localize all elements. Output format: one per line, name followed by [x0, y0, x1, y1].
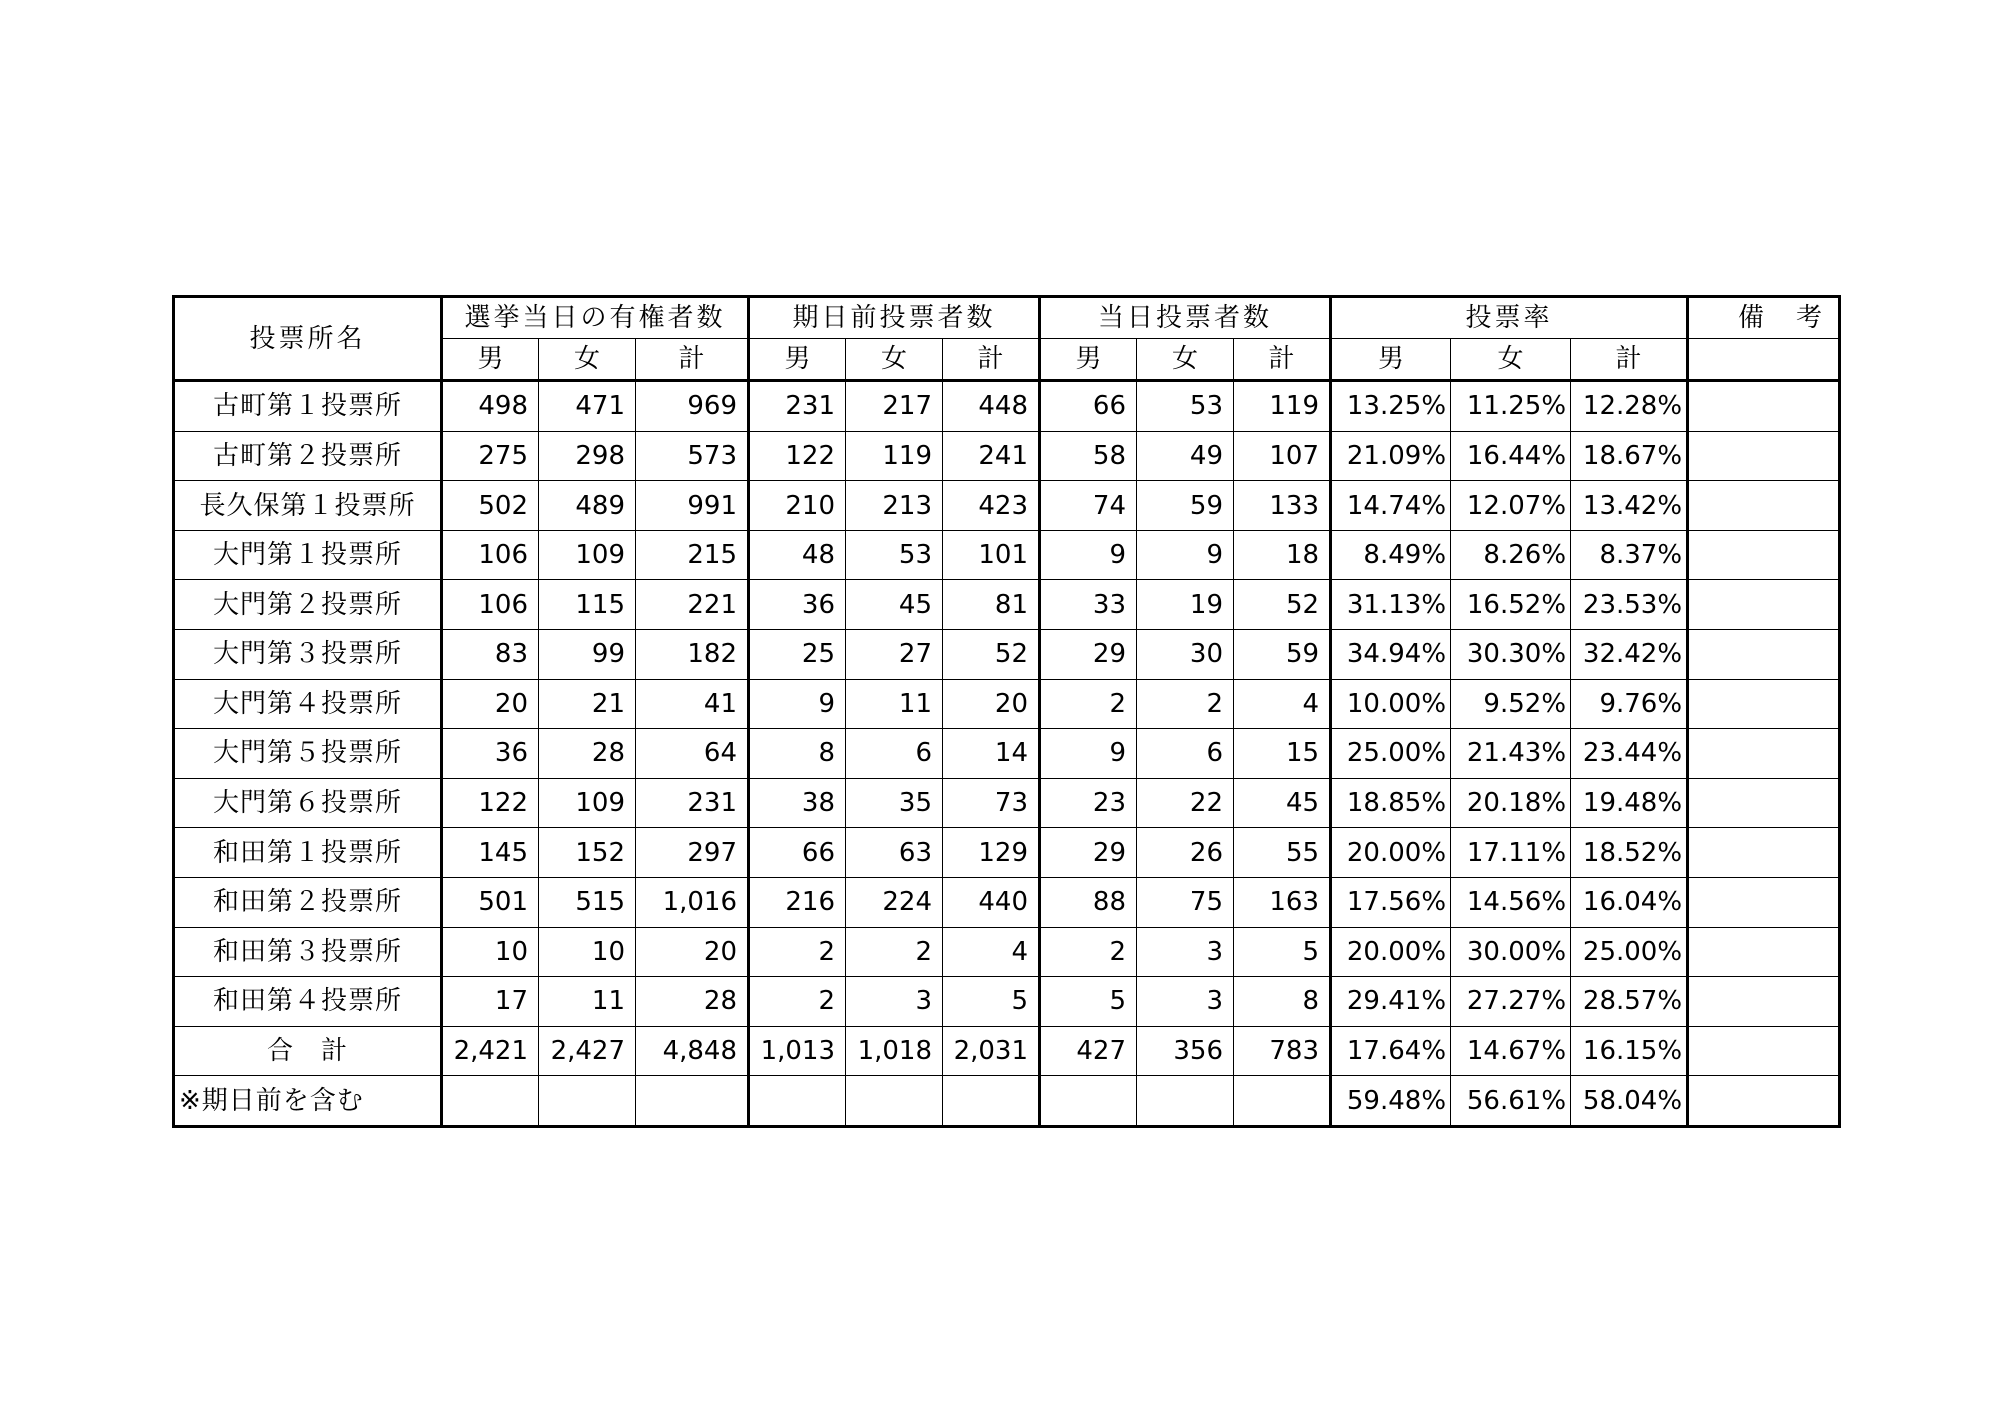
cell-day-f: 49: [1137, 431, 1234, 481]
cell-rate-m: 14.74%: [1331, 481, 1451, 531]
cell-reg-f: 99: [539, 629, 636, 679]
table-row: [174, 927, 1840, 977]
cell-early-f: 27: [846, 629, 943, 679]
table-row: [174, 977, 1840, 1027]
cell-day-f: 30: [1137, 629, 1234, 679]
cell-day-m: 9: [1040, 729, 1137, 779]
cell-day-f: 3: [1137, 977, 1234, 1027]
cell-day-m: 66: [1040, 381, 1137, 432]
cell-reg-m: 17: [442, 977, 539, 1027]
cell-rate-m: 18.85%: [1331, 778, 1451, 828]
cell-early-f: 1,018: [846, 1026, 943, 1076]
cell-day-t: 133: [1234, 481, 1331, 531]
station-name: 古町第２投票所: [174, 431, 442, 481]
cell-rate-f: 14.67%: [1451, 1026, 1571, 1076]
cell-reg-m: 122: [442, 778, 539, 828]
header-early: 期日前投票者数: [749, 297, 1040, 339]
cell-day-m: 5: [1040, 977, 1137, 1027]
cell-reg-t: 4,848: [636, 1026, 749, 1076]
cell-day-m: 29: [1040, 629, 1137, 679]
table-row: [174, 580, 1840, 630]
cell-early-f: 45: [846, 580, 943, 630]
cell-day-t: [1234, 1076, 1331, 1127]
cell-rate-t: 18.52%: [1571, 828, 1688, 878]
station-name: ※期日前を含む: [174, 1076, 442, 1127]
cell-early-f: 224: [846, 877, 943, 927]
cell-remarks: [1688, 530, 1840, 580]
header-rate-total: 計: [1571, 339, 1688, 381]
cell-reg-m: 36: [442, 729, 539, 779]
cell-remarks: [1688, 381, 1840, 432]
cell-early-f: 11: [846, 679, 943, 729]
cell-rate-t: 12.28%: [1571, 381, 1688, 432]
cell-early-t: 20: [943, 679, 1040, 729]
cell-early-t: 423: [943, 481, 1040, 531]
table-row: [174, 629, 1840, 679]
cell-day-t: 5: [1234, 927, 1331, 977]
cell-rate-t: 58.04%: [1571, 1076, 1688, 1127]
cell-rate-m: 34.94%: [1331, 629, 1451, 679]
table-row: [174, 481, 1840, 531]
cell-rate-m: 10.00%: [1331, 679, 1451, 729]
cell-remarks: [1688, 877, 1840, 927]
header-reg-total: 計: [636, 339, 749, 381]
cell-early-m: 25: [749, 629, 846, 679]
header-early-female: 女: [846, 339, 943, 381]
station-name: 大門第５投票所: [174, 729, 442, 779]
header-remarks-blank: [1688, 339, 1840, 381]
header-early-male: 男: [749, 339, 846, 381]
station-name: 大門第２投票所: [174, 580, 442, 630]
cell-early-m: 231: [749, 381, 846, 432]
cell-early-t: 73: [943, 778, 1040, 828]
station-name: 合 計: [174, 1026, 442, 1076]
cell-reg-f: 28: [539, 729, 636, 779]
cell-reg-t: 969: [636, 381, 749, 432]
cell-reg-m: 498: [442, 381, 539, 432]
cell-day-m: 88: [1040, 877, 1137, 927]
cell-rate-m: 29.41%: [1331, 977, 1451, 1027]
cell-day-t: 107: [1234, 431, 1331, 481]
cell-rate-f: 9.52%: [1451, 679, 1571, 729]
cell-rate-f: 27.27%: [1451, 977, 1571, 1027]
total-row: [174, 1026, 1840, 1076]
header-rate-female: 女: [1451, 339, 1571, 381]
cell-early-t: 129: [943, 828, 1040, 878]
note-row: [174, 1076, 1840, 1127]
cell-day-t: 45: [1234, 778, 1331, 828]
cell-early-t: 5: [943, 977, 1040, 1027]
cell-early-m: 9: [749, 679, 846, 729]
cell-reg-t: 182: [636, 629, 749, 679]
cell-early-f: 53: [846, 530, 943, 580]
cell-rate-f: 21.43%: [1451, 729, 1571, 779]
cell-reg-m: 502: [442, 481, 539, 531]
cell-reg-f: 2,427: [539, 1026, 636, 1076]
header-reg-female: 女: [539, 339, 636, 381]
table-body: [174, 381, 1840, 1127]
cell-reg-f: 489: [539, 481, 636, 531]
station-name: 長久保第１投票所: [174, 481, 442, 531]
cell-day-m: [1040, 1076, 1137, 1127]
cell-remarks: [1688, 481, 1840, 531]
cell-rate-m: 20.00%: [1331, 828, 1451, 878]
cell-day-t: 52: [1234, 580, 1331, 630]
cell-rate-t: 23.44%: [1571, 729, 1688, 779]
turnout-table: [172, 295, 1841, 1128]
cell-remarks: [1688, 1076, 1840, 1127]
cell-remarks: [1688, 1026, 1840, 1076]
cell-day-t: 163: [1234, 877, 1331, 927]
cell-early-f: 3: [846, 977, 943, 1027]
cell-reg-m: [442, 1076, 539, 1127]
cell-reg-t: 215: [636, 530, 749, 580]
cell-early-f: 2: [846, 927, 943, 977]
cell-rate-t: 16.04%: [1571, 877, 1688, 927]
cell-day-t: 15: [1234, 729, 1331, 779]
cell-reg-m: 10: [442, 927, 539, 977]
cell-day-f: 356: [1137, 1026, 1234, 1076]
cell-day-t: 783: [1234, 1026, 1331, 1076]
header-early-total: 計: [943, 339, 1040, 381]
cell-early-t: 101: [943, 530, 1040, 580]
cell-early-t: 440: [943, 877, 1040, 927]
cell-rate-f: 20.18%: [1451, 778, 1571, 828]
cell-rate-f: 30.00%: [1451, 927, 1571, 977]
cell-early-t: [943, 1076, 1040, 1127]
cell-day-f: 9: [1137, 530, 1234, 580]
cell-reg-t: 20: [636, 927, 749, 977]
cell-day-f: 6: [1137, 729, 1234, 779]
cell-rate-t: 32.42%: [1571, 629, 1688, 679]
cell-reg-m: 106: [442, 580, 539, 630]
cell-early-f: 217: [846, 381, 943, 432]
cell-reg-m: 83: [442, 629, 539, 679]
cell-reg-f: 152: [539, 828, 636, 878]
cell-reg-m: 145: [442, 828, 539, 878]
cell-rate-t: 28.57%: [1571, 977, 1688, 1027]
cell-day-t: 4: [1234, 679, 1331, 729]
header-reg-male: 男: [442, 339, 539, 381]
turnout-sheet: [172, 295, 1838, 1128]
cell-day-f: 26: [1137, 828, 1234, 878]
header-station: 投票所名: [174, 297, 442, 381]
cell-reg-f: [539, 1076, 636, 1127]
cell-rate-t: 19.48%: [1571, 778, 1688, 828]
header-sameday: 当日投票者数: [1040, 297, 1331, 339]
cell-early-m: 2: [749, 977, 846, 1027]
table-row: [174, 729, 1840, 779]
cell-early-t: 2,031: [943, 1026, 1040, 1076]
cell-early-f: [846, 1076, 943, 1127]
cell-day-m: 29: [1040, 828, 1137, 878]
cell-rate-f: 8.26%: [1451, 530, 1571, 580]
table-row: [174, 530, 1840, 580]
cell-reg-f: 11: [539, 977, 636, 1027]
cell-day-t: 59: [1234, 629, 1331, 679]
cell-rate-f: 56.61%: [1451, 1076, 1571, 1127]
cell-reg-f: 109: [539, 778, 636, 828]
cell-day-m: 33: [1040, 580, 1137, 630]
cell-early-m: [749, 1076, 846, 1127]
header-day-total: 計: [1234, 339, 1331, 381]
header-row-1: [174, 297, 1840, 339]
table-row: [174, 679, 1840, 729]
cell-rate-m: 59.48%: [1331, 1076, 1451, 1127]
table-row: [174, 778, 1840, 828]
cell-early-m: 210: [749, 481, 846, 531]
cell-reg-f: 21: [539, 679, 636, 729]
cell-early-t: 4: [943, 927, 1040, 977]
cell-remarks: [1688, 977, 1840, 1027]
cell-day-f: 22: [1137, 778, 1234, 828]
cell-reg-t: 573: [636, 431, 749, 481]
cell-reg-t: [636, 1076, 749, 1127]
cell-day-t: 18: [1234, 530, 1331, 580]
cell-day-m: 74: [1040, 481, 1137, 531]
station-name: 大門第３投票所: [174, 629, 442, 679]
cell-rate-m: 17.56%: [1331, 877, 1451, 927]
cell-early-t: 241: [943, 431, 1040, 481]
header-day-female: 女: [1137, 339, 1234, 381]
cell-remarks: [1688, 729, 1840, 779]
cell-rate-m: 13.25%: [1331, 381, 1451, 432]
cell-reg-m: 106: [442, 530, 539, 580]
cell-rate-t: 9.76%: [1571, 679, 1688, 729]
cell-early-t: 448: [943, 381, 1040, 432]
cell-reg-t: 1,016: [636, 877, 749, 927]
table-row: [174, 877, 1840, 927]
cell-rate-t: 8.37%: [1571, 530, 1688, 580]
cell-rate-t: 13.42%: [1571, 481, 1688, 531]
cell-reg-t: 297: [636, 828, 749, 878]
cell-early-t: 81: [943, 580, 1040, 630]
cell-reg-m: 501: [442, 877, 539, 927]
cell-remarks: [1688, 927, 1840, 977]
station-name: 和田第１投票所: [174, 828, 442, 878]
cell-early-m: 66: [749, 828, 846, 878]
cell-remarks: [1688, 778, 1840, 828]
station-name: 大門第４投票所: [174, 679, 442, 729]
cell-rate-m: 31.13%: [1331, 580, 1451, 630]
cell-reg-m: 20: [442, 679, 539, 729]
table-row: [174, 431, 1840, 481]
cell-day-t: 55: [1234, 828, 1331, 878]
cell-day-m: 427: [1040, 1026, 1137, 1076]
cell-reg-t: 28: [636, 977, 749, 1027]
cell-rate-t: 25.00%: [1571, 927, 1688, 977]
cell-rate-t: 23.53%: [1571, 580, 1688, 630]
cell-day-m: 2: [1040, 679, 1137, 729]
cell-rate-f: 12.07%: [1451, 481, 1571, 531]
cell-rate-f: 16.44%: [1451, 431, 1571, 481]
cell-early-f: 63: [846, 828, 943, 878]
station-name: 和田第２投票所: [174, 877, 442, 927]
cell-reg-f: 471: [539, 381, 636, 432]
cell-reg-f: 10: [539, 927, 636, 977]
cell-reg-t: 221: [636, 580, 749, 630]
cell-rate-t: 18.67%: [1571, 431, 1688, 481]
cell-early-m: 36: [749, 580, 846, 630]
table-row: [174, 828, 1840, 878]
cell-early-m: 2: [749, 927, 846, 977]
cell-early-t: 14: [943, 729, 1040, 779]
cell-rate-f: 17.11%: [1451, 828, 1571, 878]
cell-day-t: 119: [1234, 381, 1331, 432]
cell-reg-t: 231: [636, 778, 749, 828]
station-name: 古町第１投票所: [174, 381, 442, 432]
cell-early-f: 213: [846, 481, 943, 531]
cell-remarks: [1688, 431, 1840, 481]
cell-rate-m: 21.09%: [1331, 431, 1451, 481]
cell-reg-t: 41: [636, 679, 749, 729]
header-day-male: 男: [1040, 339, 1137, 381]
cell-rate-f: 16.52%: [1451, 580, 1571, 630]
cell-early-f: 35: [846, 778, 943, 828]
cell-day-f: 19: [1137, 580, 1234, 630]
cell-reg-m: 2,421: [442, 1026, 539, 1076]
cell-day-f: [1137, 1076, 1234, 1127]
cell-rate-m: 8.49%: [1331, 530, 1451, 580]
cell-early-f: 119: [846, 431, 943, 481]
cell-early-t: 52: [943, 629, 1040, 679]
cell-early-m: 38: [749, 778, 846, 828]
cell-early-m: 48: [749, 530, 846, 580]
cell-rate-f: 14.56%: [1451, 877, 1571, 927]
cell-reg-f: 115: [539, 580, 636, 630]
cell-reg-f: 298: [539, 431, 636, 481]
header-rate-male: 男: [1331, 339, 1451, 381]
cell-early-m: 1,013: [749, 1026, 846, 1076]
cell-day-t: 8: [1234, 977, 1331, 1027]
cell-day-f: 2: [1137, 679, 1234, 729]
cell-day-f: 53: [1137, 381, 1234, 432]
station-name: 大門第６投票所: [174, 778, 442, 828]
cell-day-m: 23: [1040, 778, 1137, 828]
cell-day-m: 2: [1040, 927, 1137, 977]
cell-early-f: 6: [846, 729, 943, 779]
cell-day-m: 58: [1040, 431, 1137, 481]
cell-remarks: [1688, 580, 1840, 630]
header-rate: 投票率: [1331, 297, 1688, 339]
cell-remarks: [1688, 629, 1840, 679]
cell-rate-f: 11.25%: [1451, 381, 1571, 432]
station-name: 和田第３投票所: [174, 927, 442, 977]
header-remarks: 備 考: [1688, 297, 1840, 339]
cell-remarks: [1688, 679, 1840, 729]
cell-rate-f: 30.30%: [1451, 629, 1571, 679]
cell-rate-m: 17.64%: [1331, 1026, 1451, 1076]
table-row: [174, 381, 1840, 432]
cell-day-f: 75: [1137, 877, 1234, 927]
cell-day-f: 59: [1137, 481, 1234, 531]
station-name: 大門第１投票所: [174, 530, 442, 580]
cell-rate-m: 25.00%: [1331, 729, 1451, 779]
cell-day-m: 9: [1040, 530, 1137, 580]
cell-early-m: 216: [749, 877, 846, 927]
cell-remarks: [1688, 828, 1840, 878]
cell-reg-t: 991: [636, 481, 749, 531]
cell-early-m: 8: [749, 729, 846, 779]
cell-rate-m: 20.00%: [1331, 927, 1451, 977]
header-registered: 選挙当日の有権者数: [442, 297, 749, 339]
cell-day-f: 3: [1137, 927, 1234, 977]
cell-reg-f: 109: [539, 530, 636, 580]
station-name: 和田第４投票所: [174, 977, 442, 1027]
cell-reg-f: 515: [539, 877, 636, 927]
cell-rate-t: 16.15%: [1571, 1026, 1688, 1076]
cell-reg-t: 64: [636, 729, 749, 779]
cell-early-m: 122: [749, 431, 846, 481]
cell-reg-m: 275: [442, 431, 539, 481]
